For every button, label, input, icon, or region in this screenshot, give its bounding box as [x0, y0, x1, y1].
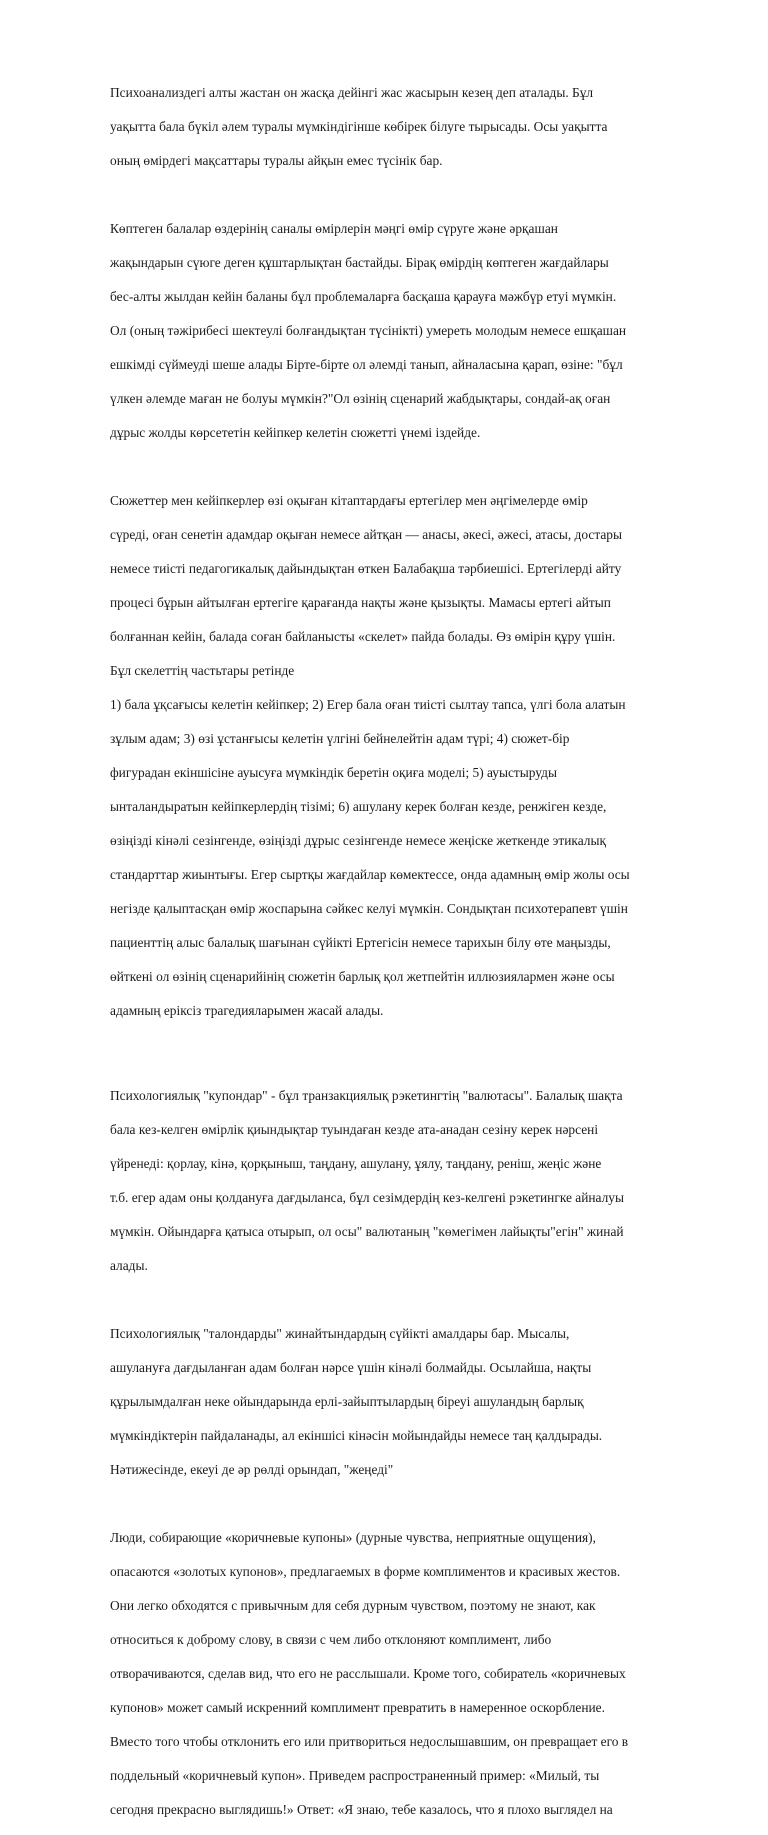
text-line: алады. [110, 1258, 148, 1273]
text-line: Вместо того чтобы отклонить его или притвориться недослышавшим, он превращает его в [110, 1734, 629, 1749]
text-line: бес-алты жылдан кейін баланы бұл проблемаларға басқаша қарауға мәжбүр етуі мүмкін. [110, 289, 617, 304]
text-line: Люди, собирающие «коричневые купоны» (дурные чувства, неприятные ощущения), [110, 1530, 596, 1545]
text-line: купонов» может самый искренний комплимент превратить в намеренное оскорбление. [110, 1700, 605, 1715]
text-line: фигурадан екіншісіне ауысуға мүмкіндік беретін оқиға моделі; 5) ауыстыруды [110, 765, 557, 780]
text-line: мүмкін. Ойындарға қатыса отырып, ол осы" валютаның "көмегімен лайықты"егін" жинай [110, 1224, 624, 1239]
paragraph-talon-collectors [110, 1308, 714, 1495]
text-line: өзіңізді кінәлі сезінгенде, өзіңізді дұрыс сезінгенде немесе жеңіске жеткенде этикалық [110, 833, 606, 848]
text-line: Они легко обходятся с привычным для себя дурным чувством, поэтому не знают, как [110, 1598, 596, 1613]
text-line: пациенттің алыс балалық шағынан сүйікті Ертегісін немесе тарихын білу өте маңызды, [110, 935, 611, 950]
text-line: Бұл скелеттің частьтары ретінде [110, 663, 295, 678]
text-line: стандарттар жиынтығы. Егер сыртқы жағдайлар көмектессе, онда адамның өмір жолы осы [110, 867, 630, 882]
text-line: сүреді, оған сенетін адамдар оқыған немесе айтқан — анасы, әкесі, әжесі, атасы, достары [110, 527, 622, 542]
text-line: сегодня прекрасно выглядишь!» Ответ: «Я знаю, тебе казалось, что я плохо выглядел на [110, 1802, 613, 1817]
paragraph-children-desires [110, 203, 714, 458]
text-line: отворачиваются, сделав вид, что его не расслышали. Кроме того, собиратель «коричневых [110, 1666, 626, 1681]
paragraph-psychological-coupons [110, 1070, 714, 1291]
text-line: жақындарын сүюге деген құштарлықтан бастайды. Бірақ өмірдің көптеген жағдайлары [110, 255, 609, 270]
text-line: болғаннан кейін, балада соған байланысты «скелет» пайда болады. Өз өмірін құру үшін. [110, 629, 616, 644]
text-line: дұрыс жолды көрсететін кейіпкер келетін сюжетті үнемі іздейде. [110, 425, 481, 440]
text-line: үйренеді: қорлау, кінә, қорқыныш, таңдану, ашулану, ұялу, таңдану, реніш, жеңіс және [110, 1156, 602, 1171]
text-line: ешкімді сүймеуді шеше алады Бірте-бірте ол әлемді танып, айналасына қарап, өзіне: "бұл [110, 357, 623, 372]
text-line: Психологиялық "талондарды" жинайтындардың сүйікті амалдары бар. Мысалы, [110, 1326, 570, 1341]
text-line: үлкен әлемде маған не болуы мүмкін?"Ол өзінің сценарий жабдықтары, сондай-ақ оған [110, 391, 611, 406]
text-line: өйткені ол өзінің сценарийінің сюжетін барлық қол жетпейтін иллюзиялармен және осы [110, 969, 615, 984]
text-line: немесе тиісті педагогикалық дайындықтан өткен Балабақша тәрбиешісі. Ертегілерді айту [110, 561, 622, 576]
text-line: поддельный «коричневый купон». Приведем распространенный пример: «Милый, ты [110, 1768, 600, 1783]
document-page [110, 67, 714, 1835]
text-line: процесі бұрын айтылған ертегіге қарағанда нақты және қызықты. Мамасы ертегі айтып [110, 595, 611, 610]
text-line: адамның еріксіз трагедияларымен жасай алады. [110, 1003, 384, 1018]
paragraph-brown-coupons [110, 1512, 714, 1835]
paragraph-plots-and-heroes [110, 475, 714, 1036]
text-line: Ол (оның тәжірибесі шектеулі болғандықтан түсінікті) умереть молодым немесе ешқашан [110, 323, 627, 338]
text-line: зұлым адам; 3) өзі ұстанғысы келетін үлгіні бейнелейтін адам түрі; 4) сюжет-бір [110, 731, 570, 746]
text-line: негізде қалыптасқан өмір жоспарына сәйкес келуі мүмкін. Сондықтан психотерапевт үшін [110, 901, 628, 916]
text-line: т.б. егер адам оны қолдануға дағдыланса, бұл сезімдердің кез-келгені рэкетингке айналуы [110, 1190, 624, 1205]
blank-line [110, 1053, 714, 1070]
text-line: Көптеген балалар өздерінің саналы өмірлерін мәңгі өмір сүруге және әрқашан [110, 221, 558, 236]
paragraph-latent-period [110, 67, 714, 186]
text-line: құрылымдалған неке ойындарында ерлі-зайыптылардың біреуі ашуландың барлық [110, 1394, 584, 1409]
text-line: ынталандыратын кейіпкерлердің тізімі; 6) ашулану керек болған кезде, ренжіген кезде, [110, 799, 607, 814]
text-line: бала кез-келген өмірлік қиындықтар туындаған кезде ата-анадан сезіну керек нәрсені [110, 1122, 599, 1137]
text-line: Сюжеттер мен кейіпкерлер өзі оқыған кітаптардағы ертегілер мен әңгімелерде өмір [110, 493, 588, 508]
text-line: Психоанализдегі алты жастан он жасқа дейінгі жас жасырын кезең деп аталады. Бұл [110, 85, 594, 100]
text-line: опасаются «золотых купонов», предлагаемых в форме комплиментов и красивых жестов. [110, 1564, 621, 1579]
text-line: Нәтижесінде, екеуі де әр рөлді орындап, "жеңеді" [110, 1462, 394, 1477]
text-line: ашулануға дағдыланған адам болған нәрсе үшін кінәлі болмайды. Осылайша, нақты [110, 1360, 592, 1375]
text-line: 1) бала ұқсағысы келетін кейіпкер; 2) Егер бала оған тиісті сылтау тапса, үлгі бола алатын [110, 697, 626, 712]
text-line: Психологиялық "купондар" - бұл транзакциялық рэкетингтің "валютасы". Балалық шақта [110, 1088, 623, 1103]
text-line: мүмкіндіктерін пайдаланады, ал екіншісі кінәсін мойындайды немесе таң қалдырады. [110, 1428, 603, 1443]
text-line: относиться к доброму слову, в связи с чем либо отклоняют комплимент, либо [110, 1632, 552, 1647]
text-line: оның өмірдегі мақсаттары туралы айқын емес түсінік бар. [110, 153, 443, 168]
text-line: уақытта бала бүкіл әлем туралы мүмкіндігінше көбірек білуге тырысады. Осы уақытта [110, 119, 608, 134]
